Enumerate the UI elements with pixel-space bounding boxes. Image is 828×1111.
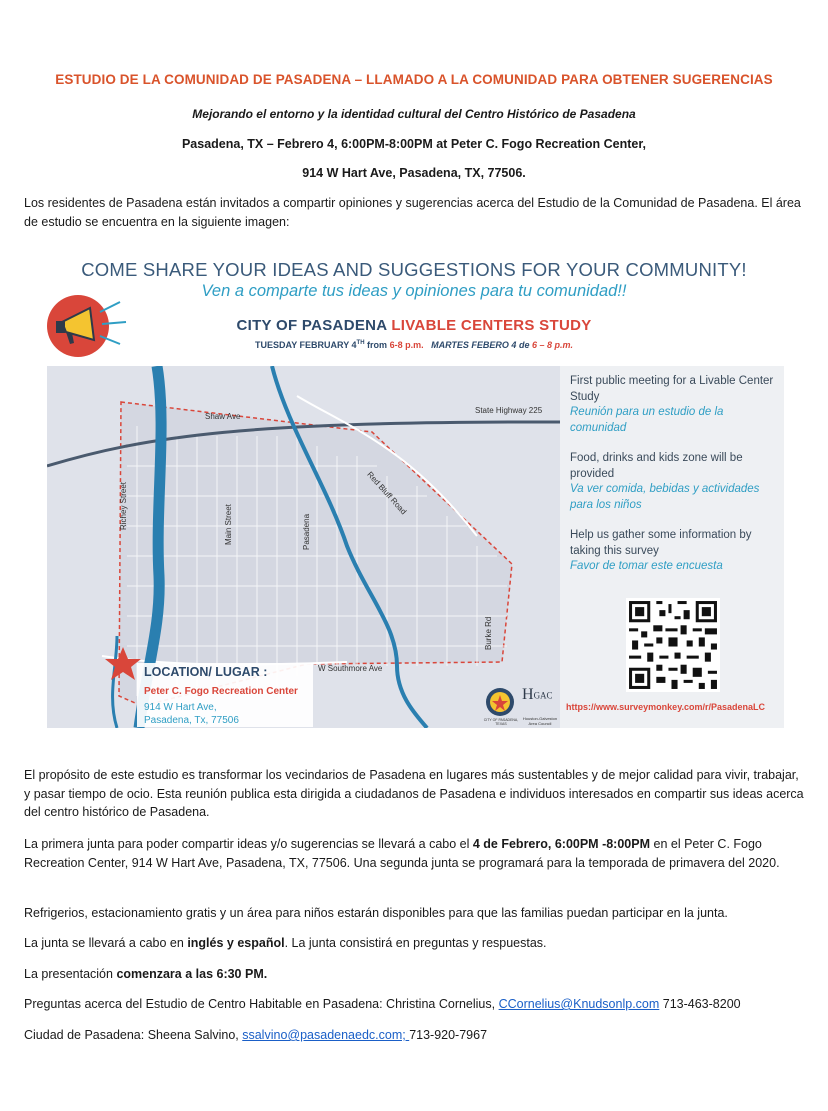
p4-a: La junta se llevará a cabo en [24,936,188,950]
p5-time: comenzara a las 6:30 PM. [116,967,268,981]
info-meeting-es: Reunión para un estudio de la comunidad [570,406,724,434]
date-en: TUESDAY FEBRUARY 4 [255,340,357,350]
info-item-meeting [570,374,780,436]
map-label-richey: Richey Street [119,481,128,530]
map-label-redbluff: Red Bluff Road [365,470,409,517]
flyer-headline-en: COME SHARE YOUR IDEAS AND SUGGESTIONS FOR YOUR COMMUNITY! [81,259,747,280]
p6-a: Preguntas acerca del Estudio de Centro Habitable en Pasadena: Christina Cornelius, [24,997,499,1011]
p4-languages: inglés y español [187,936,285,950]
info-item-survey [570,528,780,575]
date-time-en: 6-8 p.m. [389,340,424,350]
flyer-date-line [0,340,828,350]
city-seal-caption: CITY OF PASADENA, TEXAS [483,718,519,726]
contact-christina [24,995,806,1014]
language-paragraph [24,934,806,953]
sheena-phone: 713-920-7967 [409,1028,488,1042]
info-meeting-en: First public meeting for a Livable Center Study [570,375,774,403]
info-item-food [570,451,780,513]
refreshments-paragraph: Refrigerios, estacionamiento gratis y un área para niños estarán disponibles para que las familias puedan participar en la junta. [24,906,728,920]
study-title-part1: CITY OF PASADENA [236,317,392,334]
date-from: from [364,340,390,350]
presentation-paragraph [24,965,806,984]
contact-sheena [24,1026,806,1045]
document-subtitle: Mejorando el entorno y la identidad cultural del Centro Histórico de Pasadena [192,107,636,121]
p4-c: . La junta consistirá en preguntas y respuestas. [284,936,547,950]
p7-a: Ciudad de Pasadena: Sheena Salvino, [24,1028,243,1042]
map-label-main: Main Street [224,504,233,545]
info-food-es: Va ver comida, bebidas y actividades para los niños [570,483,760,511]
christina-email-link[interactable]: CCornelius@Knudsonlp.com [498,997,660,1011]
map-label-burke: Burke Rd [484,616,493,650]
location-address-line2: Pasadena, Tx, 77506 [144,715,239,726]
info-survey-es: Favor de tomar este encuesta [570,560,723,572]
info-survey-en: Help us gather some information by taking this survey [570,529,752,557]
sheena-email-link[interactable]: ssalvino@pasadenaedc.com; [242,1028,410,1042]
survey-qr-code[interactable] [626,598,720,692]
hgac-caption: Houston-Galveston Area Council [522,716,558,726]
location-address-line1: 914 W Hart Ave, [144,702,217,713]
purpose-paragraph: El propósito de este estudio es transformar los vecindarios de Pasadena en lugares más sustentables y de mejor calidad para vivir, trabajar, y pasar tiempo de ocio. Esta reunión publica esta dirigida a ciudadanos de Pasadena e individuos interesados en compartir sus ideas acerca del centro histórico de Pasadena. [24,768,804,819]
flyer-headline-es: Ven a comparte tus ideas y opiniones para tu comunidad!! [201,282,627,300]
map-label-pasadena: Pasadena [302,513,311,550]
christina-phone: 713-463-8200 [659,997,741,1011]
document-title: ESTUDIO DE LA COMUNIDAD DE PASADENA – LLAMADO A LA COMUNIDAD PARA OBTENER SUGERENCIAS [55,72,773,87]
map-label-highway: State Highway 225 [475,406,543,415]
p2-a: La primera junta para poder compartir ideas y/o sugerencias se llevará a cabo el [24,837,473,851]
flyer-study-title [0,317,828,334]
survey-link[interactable]: https://www.surveymonkey.com/r/PasadenaLC [566,702,766,712]
location-name: Peter C. Fogo Recreation Center [144,686,298,697]
first-meeting-paragraph [24,835,806,872]
p5-a: La presentación [24,967,117,981]
p2-date: 4 de Febrero, 6:00PM -8:00PM [472,837,651,851]
location-title: LOCATION/ LUGAR : [144,665,268,679]
map-label-shaw: Shaw Ave [205,412,241,421]
date-sup: TH [356,340,365,346]
hgac-logo-gac: GAC [533,690,553,701]
study-title-part2: LIVABLE CENTERS STUDY [391,317,592,334]
event-address: 914 W Hart Ave, Pasadena, TX, 77506. [302,166,526,180]
p2-c: en el Peter C. Fogo Recreation Center, 914 W Hart Ave, Pasadena, TX, 77506. Una segunda junta se programará para la temporada de primavera del 2020. [24,837,780,870]
date-es: MARTES FEBERO 4 de [431,340,532,350]
hgac-logo-h: H [522,686,534,703]
event-when: Pasadena, TX – Febrero 4, 6:00PM-8:00PM at Peter C. Fogo Recreation Center, [181,137,647,151]
date-time-es: 6 – 8 p.m. [531,340,573,350]
info-food-en: Food, drinks and kids zone will be provided [570,452,743,480]
intro-paragraph: Los residentes de Pasadena están invitados a compartir opiniones y sugerencias acerca del Estudio de la Comunidad de Pasadena. El área de estudio se encuentra en la siguiente imagen: [24,196,801,229]
hgac-logo [522,686,553,704]
map-label-southmore: W Southmore Ave [318,664,383,673]
